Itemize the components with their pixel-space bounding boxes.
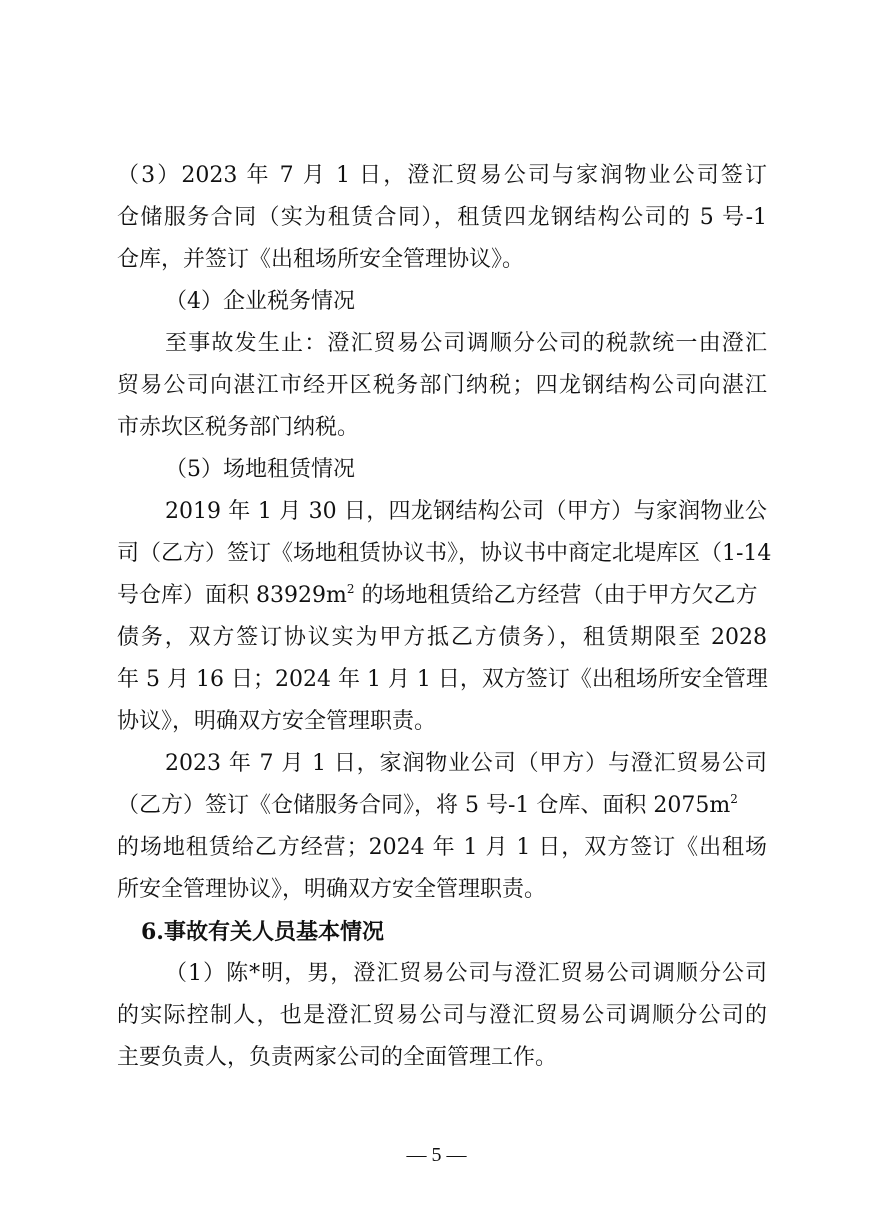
paragraph-line: 贸易公司向湛江市经开区税务部门纳税；四龙钢结构公司向湛江 — [117, 373, 767, 398]
paragraph-line: 仓库，并签订《出租场所安全管理协议》。 — [117, 247, 525, 272]
paragraph-line: （3）2023 年 7 月 1 日，澄汇贸易公司与家润物业公司签订 — [117, 163, 767, 188]
paragraph-line: 司（乙方）签订《场地租赁协议书》，协议书中商定北堤库区（1-14 — [117, 541, 772, 566]
section-heading: （5）场地租赁情况 — [165, 457, 355, 482]
section-heading: （4）企业税务情况 — [165, 289, 355, 314]
paragraph-line: 的实际控制人，也是澄汇贸易公司与澄汇贸易公司调顺分公司的 — [117, 1003, 767, 1028]
paragraph-line: 主要负责人，负责两家公司的全面管理工作。 — [117, 1045, 558, 1070]
paragraph-line: 2023 年 7 月 1 日，家润物业公司（甲方）与澄汇贸易公司 — [165, 751, 767, 776]
paragraph-line: 年 5 月 16 日；2024 年 1 月 1 日，双方签订《出租场所安全管理 — [117, 667, 768, 692]
paragraph-line: （1）陈*明，男，澄汇贸易公司与澄汇贸易公司调顺分公司 — [165, 961, 767, 986]
paragraph-line: 所安全管理协议》，明确双方安全管理职责。 — [117, 877, 547, 902]
text-run: 的场地租赁给乙方经营（由于甲方欠乙方 — [354, 583, 758, 608]
paragraph-line: 的场地租赁给乙方经营；2024 年 1 月 1 日，双方签订《出租场 — [117, 835, 767, 860]
text-run: 号仓库）面积 83929m — [117, 583, 347, 608]
paragraph-line — [117, 581, 767, 611]
text-run: （乙方）签订《仓储服务合同》，将 5 号-1 仓库、面积 2075m — [117, 793, 731, 818]
paragraph-line: 至事故发生止：澄汇贸易公司调顺分公司的税款统一由澄汇 — [165, 331, 767, 356]
paragraph-line: 仓储服务合同（实为租赁合同），租赁四龙钢结构公司的 5 号-1 — [117, 205, 767, 230]
paragraph-line: 市赤坎区税务部门纳税。 — [117, 415, 360, 440]
page-number: — 5 — — [406, 1144, 467, 1166]
paragraph-line: 债务，双方签订协议实为甲方抵乙方债务），租赁期限至 2028 — [117, 625, 767, 650]
section-heading-bold: 6.事故有关人员基本情况 — [141, 919, 384, 945]
paragraph-line — [117, 791, 738, 821]
paragraph-line: 协议》，明确双方安全管理职责。 — [117, 709, 437, 734]
superscript: 2 — [730, 792, 738, 806]
superscript: 2 — [346, 582, 355, 596]
paragraph-line: 2019 年 1 月 30 日，四龙钢结构公司（甲方）与家润物业公 — [165, 499, 767, 524]
